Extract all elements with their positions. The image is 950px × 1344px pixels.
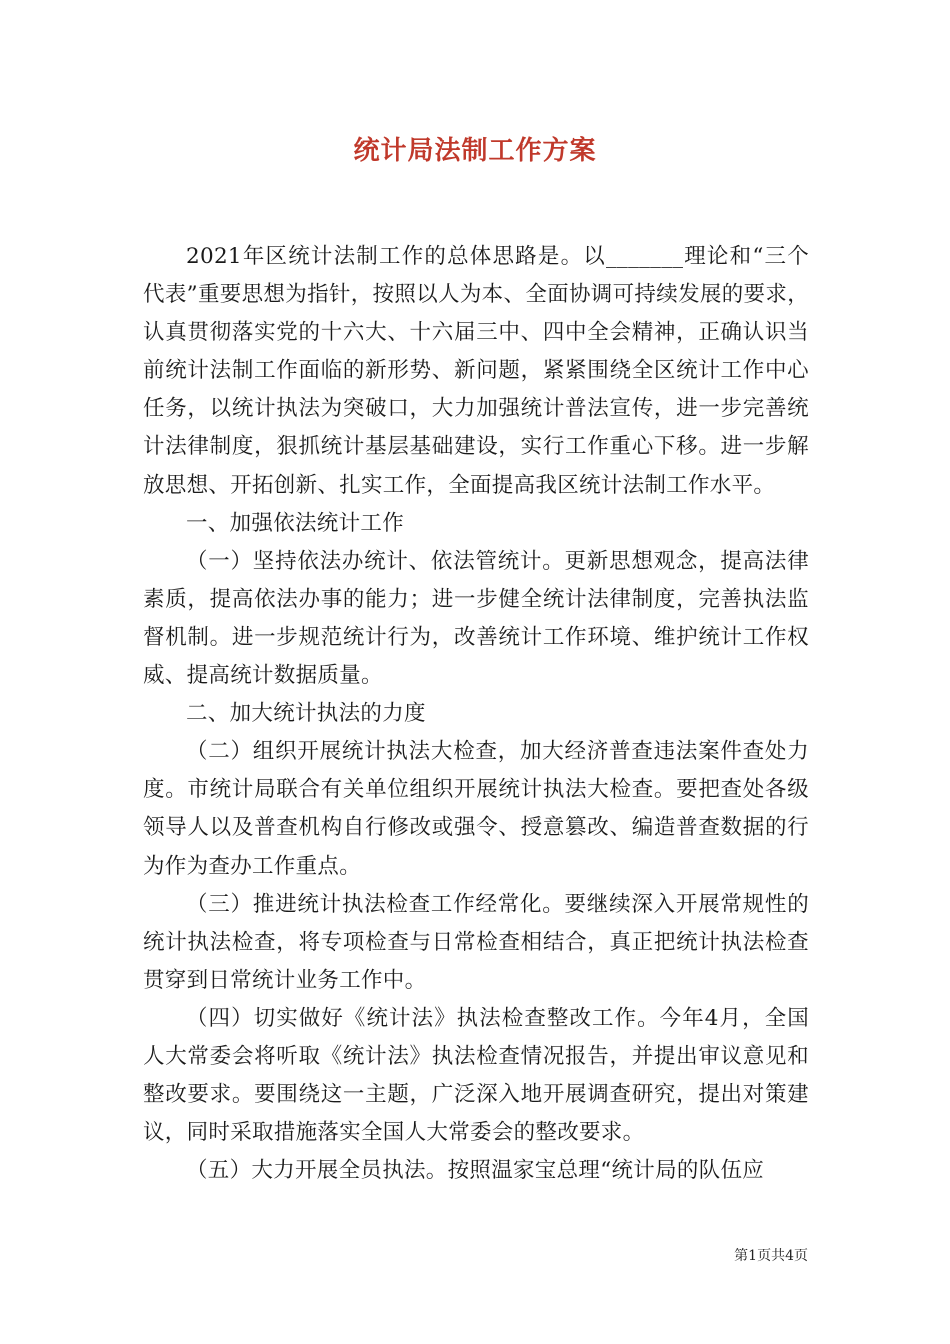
document-title: 统计局法制工作方案: [353, 136, 597, 166]
section-heading-2: 二、加大统计执法的力度: [186, 701, 426, 727]
paragraph-item-3: （三）推进统计执法检查工作经常化。要继续深入开展常规性的统计执法检查，将专项检查与日常检查相结合，真正把统计执法检查贯穿到日常统计业务工作中。: [143, 891, 809, 993]
paragraph-item-4: （四）切实做好《统计法》执法检查整改工作。今年4月，全国人大常委会将听取《统计法》执法检查情况报告，并提出审议意见和整改要求。要围绕这一主题，广泛深入地开展调查研究，提出对策建议，同时采取措施落实全国人大常委会的整改要求。: [143, 1005, 809, 1146]
paragraph-item-5: （五）大力开展全员执法。按照温家宝总理“统计局的队伍应: [186, 1158, 765, 1184]
page-number: 第1页共4页: [734, 1248, 808, 1264]
section-heading-1: 一、加强依法统计工作: [186, 510, 405, 536]
document-body: [143, 238, 809, 1190]
paragraph-item-2: （二）组织开展统计执法大检查，加大经济普查违法案件查处力度。市统计局联合有关单位组织开展统计执法大检查。要把查处各级领导人以及普查机构自行修改或强令、授意篡改、编造普查数据的行为作为查办工作重点。: [143, 739, 809, 879]
paragraph-intro: 2021年区统计法制工作的总体思路是。以_______理论和“三个代表”重要思想为指针，按照以人为本、全面协调可持续发展的要求，认真贯彻落实党的十六大、十六届三中、四中全会精神，正确认识当前统计法制工作面临的新形势、新问题，紧紧围绕全区统计工作中心任务，以统计执法为突破口，大力加强统计普法宣传，进一步完善统计法律制度，狠抓统计基层基础建设，实行工作重心下移。进一步解放思想、开拓创新、扎实工作，全面提高我区统计法制工作水平。: [143, 244, 809, 498]
paragraph-item-1: （一）坚持依法办统计、依法管统计。更新思想观念，提高法律素质，提高依法办事的能力；进一步健全统计法律制度，完善执法监督机制。进一步规范统计行为，改善统计工作环境、维护统计工作权威、提高统计数据质量。: [143, 548, 809, 689]
